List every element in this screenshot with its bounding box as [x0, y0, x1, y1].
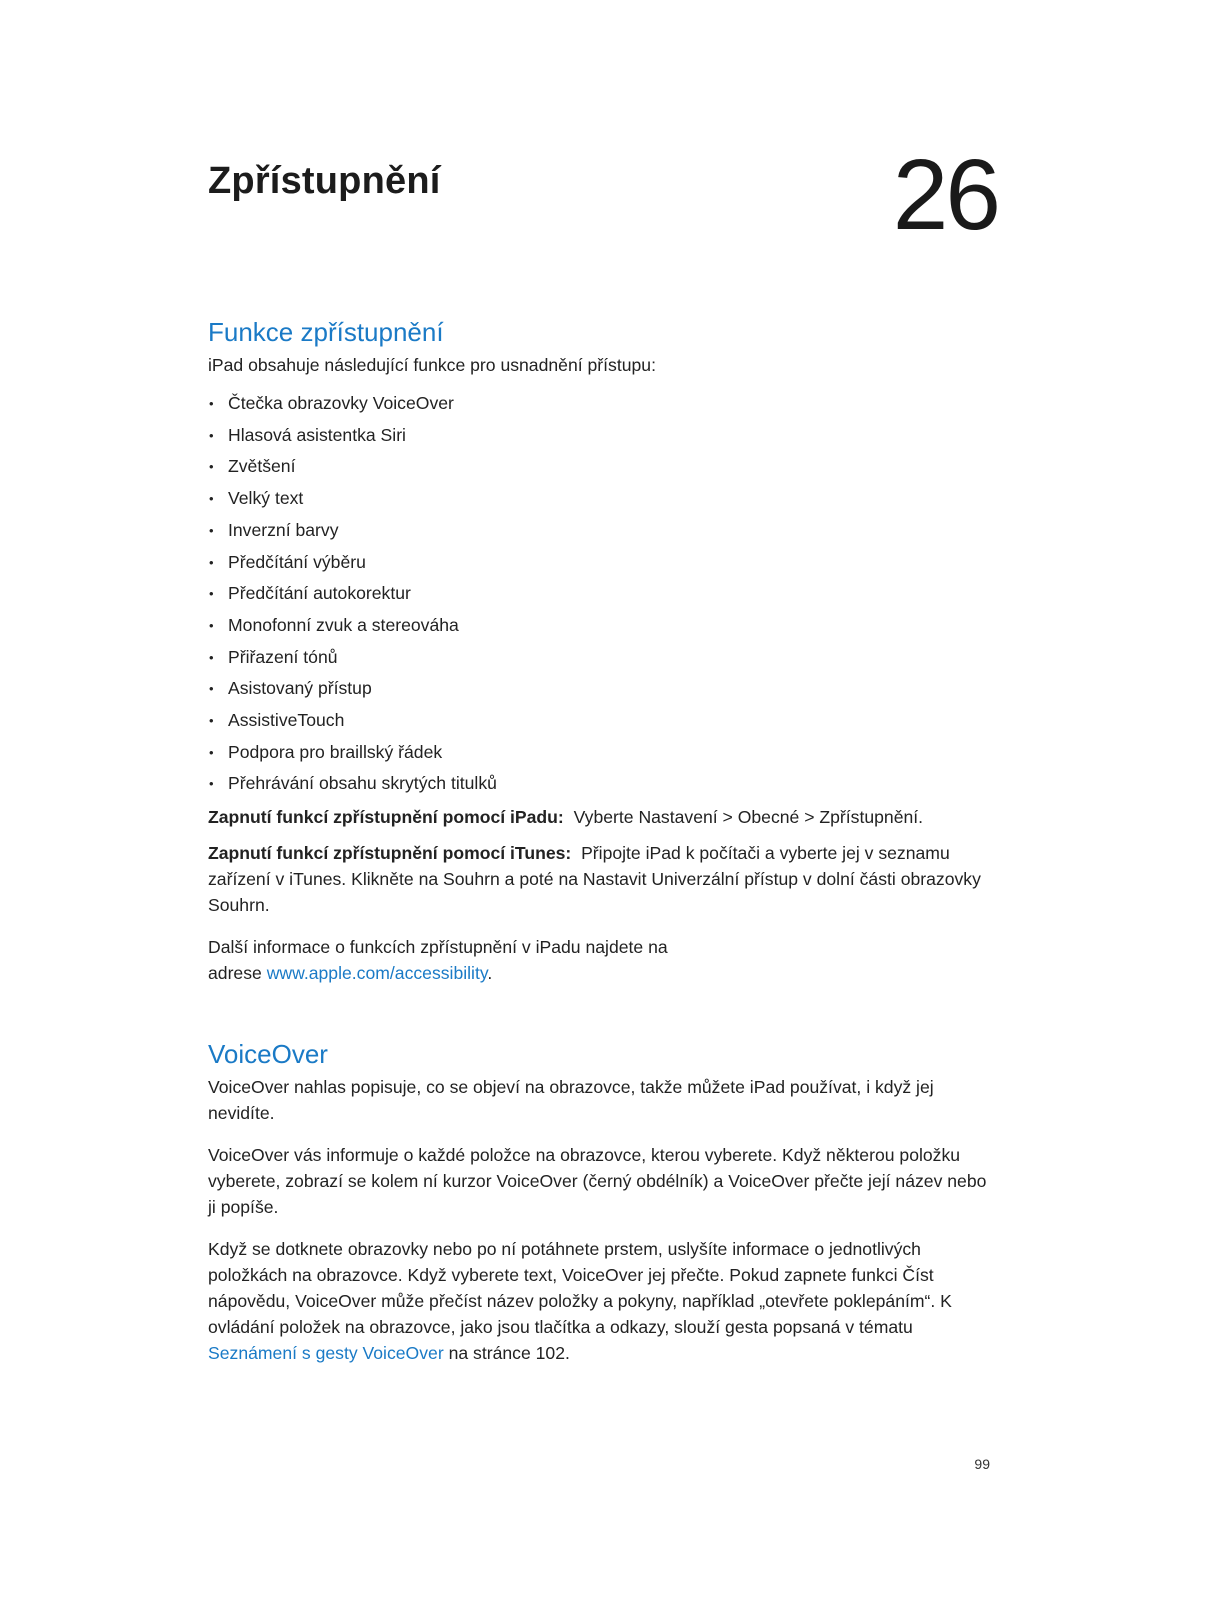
feature-list-item-label: Čtečka obrazovky VoiceOver — [228, 393, 454, 413]
feature-list-item-label: Velký text — [228, 488, 304, 509]
bullet-icon: • — [209, 649, 214, 665]
section-heading-accessibility-features: Funkce zpřístupnění — [208, 317, 444, 347]
page-content — [208, 312, 998, 1376]
chapter-title: Zpřístupnění — [208, 160, 441, 202]
bullet-icon: • — [209, 459, 214, 475]
more-info-end: . — [487, 963, 493, 984]
feature-list-item-label: Zvětšení — [228, 456, 296, 477]
ipad-instructions-text: Vyberte Nastavení > Obecné > Zpřístupnění. — [573, 807, 924, 828]
feature-list-item — [208, 768, 998, 800]
section-spacer — [208, 996, 998, 1034]
more-info-text: Další informace o funkcích zpřístupnění v iPadu najdete na — [208, 937, 668, 958]
feature-list-item-label: Přehrávání obsahu skrytých titulků — [228, 773, 497, 794]
feature-list-item — [208, 610, 998, 642]
feature-list-item — [208, 547, 998, 579]
ipad-instructions — [208, 804, 998, 830]
feature-list-item-label: Podpora pro braillský řádek — [228, 741, 443, 762]
voiceover-paragraph-3-end: na stránce 102. — [448, 1343, 570, 1364]
itunes-instructions — [208, 840, 998, 918]
feature-list-item-label: Předčítání výběru — [228, 551, 366, 572]
more-info-text-2: adrese — [208, 963, 262, 984]
voiceover-gestures-link[interactable]: Seznámení s gesty VoiceOver — [208, 1343, 444, 1364]
section-heading-voiceover: VoiceOver — [208, 1039, 328, 1070]
more-info — [208, 934, 998, 986]
feature-list-item — [208, 388, 998, 420]
feature-list-item — [208, 483, 998, 515]
feature-list-item — [208, 673, 998, 705]
bullet-icon: • — [209, 713, 214, 729]
accessibility-link[interactable]: www.apple.com/accessibility — [266, 963, 488, 984]
bullet-icon: • — [209, 522, 214, 538]
bullet-icon: • — [209, 396, 214, 411]
voiceover-paragraph-1: VoiceOver nahlas popisuje, co se objeví na obrazovce, takže můžete iPad používat, i když jej nevidíte. — [208, 1077, 934, 1124]
itunes-instructions-label: Zapnutí funkcí zpřístupnění pomocí iTunes: — [208, 843, 572, 864]
bullet-icon: • — [209, 617, 214, 633]
chapter-number: 26 — [892, 139, 998, 251]
bullet-icon: • — [209, 776, 214, 792]
feature-list-item — [208, 451, 998, 483]
feature-list-item-label: Monofonní zvuk a stereováha — [228, 614, 459, 635]
bullet-icon: • — [209, 586, 214, 602]
bullet-icon: • — [209, 554, 214, 570]
feature-list-item — [208, 642, 998, 674]
itunes-instructions-text: Připojte iPad k počítači a vyberte jej v seznamu zařízení v iTunes. Klikněte na Souhrn a poté na Nastavit Univerzální přístup v dolní části obrazovky Souhrn. — [208, 843, 981, 916]
feature-list-item-label: Přiřazení tónů — [228, 646, 338, 667]
feature-list-item-label: Inverzní barvy — [228, 519, 339, 540]
ipad-instructions-label: Zapnutí funkcí zpřístupnění pomocí iPadu: — [208, 807, 564, 828]
feature-list-item — [208, 420, 998, 452]
bullet-icon: • — [209, 491, 214, 507]
voiceover-paragraph-3 — [208, 1236, 998, 1366]
bullet-icon: • — [209, 427, 214, 443]
section-intro: iPad obsahuje následující funkce pro usnadnění přístupu: — [208, 355, 656, 375]
bullet-icon: • — [209, 681, 214, 697]
feature-list-item — [208, 515, 998, 547]
feature-list-item — [208, 705, 998, 737]
voiceover-paragraph-3-text: Když se dotknete obrazovky nebo po ní potáhnete prstem, uslyšíte informace o jednotlivých položkách na obrazovce. Když vyberete text, VoiceOver jej přečte. Pokud zapnete funkci Číst nápovědu, VoiceOver může přečíst název položky a pokyny, například „otevřete poklepáním“. K ovládání položek na obrazovce, jako jsou tlačítka a odkazy, slouží gesta popsaná v tématu — [208, 1239, 952, 1338]
page-number: 99 — [974, 1456, 990, 1472]
bullet-icon: • — [209, 744, 214, 760]
feature-list-item-label: Hlasová asistentka Siri — [228, 424, 406, 445]
feature-list-item-label: AssistiveTouch — [228, 710, 345, 731]
voiceover-paragraph-2: VoiceOver vás informuje o každé položce na obrazovce, kterou vyberete. Když některou položku vyberete, zobrazí se kolem ní kurzor VoiceOver (černý obdélník) a VoiceOver přečte její název nebo ji popíše. — [208, 1145, 987, 1218]
feature-list-item-label: Předčítání autokorektur — [228, 583, 411, 604]
feature-list-item-label: Asistovaný přístup — [228, 678, 372, 699]
feature-list-item — [208, 737, 998, 769]
feature-list-item — [208, 578, 998, 610]
feature-list — [208, 388, 998, 800]
